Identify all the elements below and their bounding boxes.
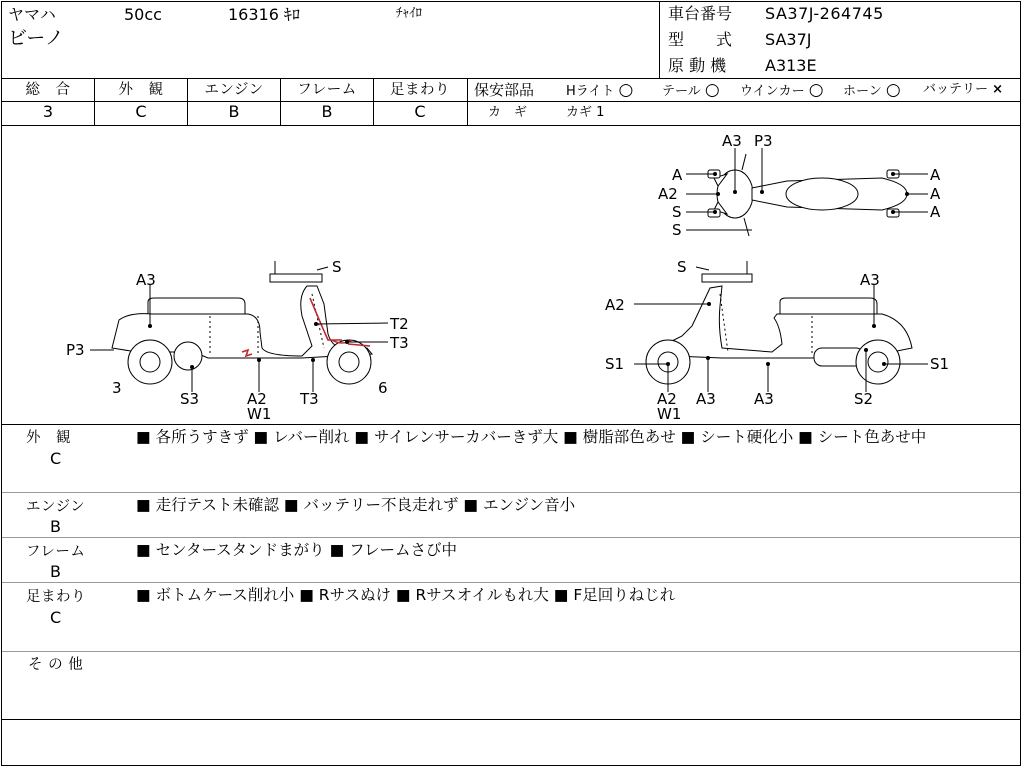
label-right-a3-mid: A3 — [696, 390, 716, 408]
remark-engine-label: エンジン — [26, 499, 86, 515]
label-left-3: 3 — [112, 379, 122, 397]
grade-overall-label: 総 合 — [25, 82, 71, 98]
label-top-a-right1: A — [930, 166, 941, 184]
grade-divider — [467, 78, 468, 126]
remark-frame-label: フレーム — [26, 544, 86, 560]
grade-exterior-value: C — [135, 102, 147, 121]
remark-divider — [2, 537, 1020, 538]
remarks-bottom-rule — [2, 719, 1020, 720]
label-top-a3: A3 — [722, 132, 742, 150]
grade-engine-label: エンジン — [204, 82, 264, 98]
remark-suspension-label: 足まわり — [26, 589, 86, 605]
safety-item-battery: バッテリー × — [923, 82, 1004, 97]
label-left-a2: A2 — [247, 390, 267, 408]
model-name: ビーノ — [8, 27, 64, 49]
header-divider — [659, 2, 660, 78]
key-value: カギ 1 — [566, 105, 605, 120]
label-left-s3: S3 — [180, 390, 200, 408]
label-left-t3-right: T3 — [390, 334, 409, 352]
label-right-w1: W1 — [657, 405, 682, 423]
remark-frame-text: ■ センタースタンドまがり ■ フレームさび中 — [136, 541, 458, 559]
label-top-a-right3: A — [930, 203, 941, 221]
label-right-s2: S2 — [854, 390, 874, 408]
label-left-p3: P3 — [66, 341, 85, 359]
grade-overall-value: 3 — [42, 102, 54, 121]
safety-item-winker: ウインカー ○ — [740, 80, 824, 100]
grade-frame-value: B — [321, 102, 333, 121]
label-top-p3: P3 — [754, 132, 773, 150]
damage-diagram — [2, 126, 1020, 424]
remark-exterior-grade: C — [50, 449, 62, 468]
label-top-s2: S — [672, 221, 682, 239]
label-right-s1-right: S1 — [930, 355, 950, 373]
top-view-scooter — [708, 154, 907, 236]
frame-no-label: 車台番号 — [668, 4, 733, 23]
remark-exterior-text: ■ 各所うすきず ■ レバー削れ ■ サイレンサーカバーきず大 ■ 樹脂部色あせ ■ シート硬化小 ■ シート色あせ中 — [136, 428, 927, 446]
remark-exterior-label: 外 観 — [26, 430, 71, 446]
engine-model-label: 原 動 機 — [668, 56, 727, 75]
remark-suspension-grade: C — [50, 608, 62, 627]
engine-model-value: A313E — [765, 56, 817, 75]
remark-divider — [2, 492, 1020, 493]
grade-engine-value: B — [228, 102, 240, 121]
remark-other-label: そ の 他 — [28, 657, 84, 673]
label-left-w1: W1 — [247, 405, 272, 423]
diagram-bottom-rule — [2, 424, 1020, 425]
grade-suspension-label: 足まわり — [390, 82, 450, 98]
grade-suspension-value: C — [414, 102, 426, 121]
safety-item-horn: ホーン ○ — [843, 80, 901, 100]
type-label: 型 式 — [668, 30, 733, 49]
safety-item-tail: テール ○ — [662, 80, 720, 100]
safety-mid-rule — [467, 101, 1020, 102]
type-value: SA37J — [765, 30, 812, 49]
frame-no: SA37J-264745 — [765, 4, 884, 23]
label-left-6: 6 — [378, 379, 388, 397]
remark-suspension-text: ■ ボトムケース削れ小 ■ Rサスぬけ ■ Rサスオイルもれ大 ■ F足回りねじれ — [136, 586, 676, 604]
label-left-s: S — [332, 258, 342, 276]
remark-engine-grade: B — [50, 517, 61, 536]
displacement: 50cc — [124, 5, 162, 24]
label-right-a2: A2 — [605, 296, 625, 314]
header-bottom-rule — [2, 78, 1020, 79]
label-top-a-left1: A — [672, 166, 683, 184]
maker: ヤマハ — [8, 5, 56, 24]
grade-exterior-label: 外 観 — [118, 82, 164, 98]
label-right-a3: A3 — [860, 271, 880, 289]
label-right-a2-bottom: A2 — [657, 390, 677, 408]
label-top-s1: S — [672, 203, 682, 221]
label-right-s1-left: S1 — [605, 355, 625, 373]
label-left-t3: T3 — [300, 390, 319, 408]
mileage: 16316 ｷﾛ — [228, 5, 300, 24]
label-right-a3-right: A3 — [754, 390, 774, 408]
label-top-a-right2: A — [930, 185, 941, 203]
remark-divider — [2, 582, 1020, 583]
remark-frame-grade: B — [50, 562, 61, 581]
key-label: カ ギ — [488, 105, 528, 120]
label-right-s: S — [677, 258, 687, 276]
safety-item-headlight: Hライト ○ — [566, 80, 634, 100]
label-left-t2: T2 — [390, 315, 409, 333]
grade-mid-rule — [2, 101, 467, 102]
label-left-a3: A3 — [136, 271, 156, 289]
color: ﾁｬｲﾛ — [396, 6, 422, 21]
remark-divider — [2, 651, 1020, 652]
safety-label: 保安部品 — [474, 81, 535, 99]
grade-frame-label: フレーム — [297, 82, 357, 98]
label-top-a2: A2 — [658, 185, 678, 203]
remark-engine-text: ■ 走行テスト未確認 ■ バッテリー不良走れず ■ エンジン音小 — [136, 496, 576, 514]
